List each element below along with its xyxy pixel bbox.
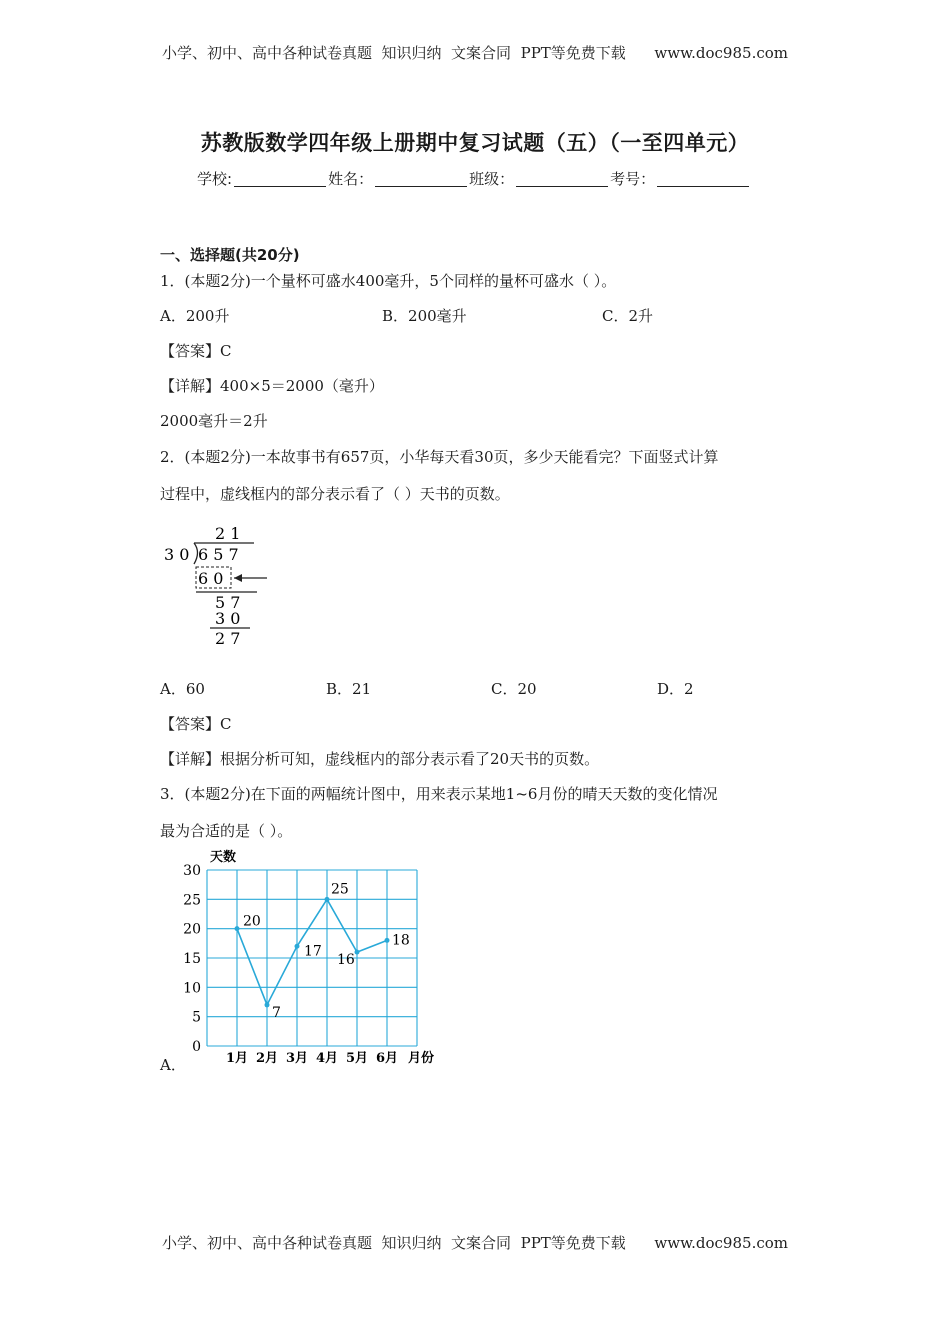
arrow-head-icon [234,574,242,582]
division-divisor: 3 0 [164,545,190,564]
q2-detail: 【详解】根据分析可知，虚线框内的部分表示看了20天书的页数。 [160,750,600,768]
y-tick-label: 10 [183,980,201,997]
x-tick-label: 5月 [345,1051,369,1066]
chart-series [235,881,410,1021]
x-tick-label: 4月 [315,1051,339,1066]
q1-option-a: A．200升 [160,307,230,325]
q1-detail-2: 2000毫升＝2升 [160,412,268,430]
data-point [235,926,240,931]
division-bracket [194,543,198,564]
data-point [355,950,360,955]
q2-stem: 2．(本题2分)一本故事书有657页，小华每天看30页，多少天能看完？下面竖式计算 [160,448,719,466]
name-blank [375,172,467,187]
section-heading: 一、选择题(共20分) [160,246,300,264]
division-step-2: 5 7 [215,593,241,612]
page-footer: 小学、初中、高中各种试卷真题 知识归纳 文案合同 PPT等免费下载 www.doc985.com [161,1234,788,1252]
class-blank [516,172,608,187]
division-dividend: 6 5 7 [198,545,239,564]
division-quotient: 2 1 [215,524,241,543]
y-tick-label: 25 [183,892,201,909]
q3-option-a: A． [160,1056,186,1074]
page-header: 小学、初中、高中各种试卷真题 知识归纳 文案合同 PPT等免费下载 www.doc985.com [161,44,788,62]
school-label: 学校: [197,170,233,188]
y-axis-title: 天数 [210,850,237,865]
q1-answer: 【答案】C [160,342,232,360]
division-remainder: 2 7 [215,629,241,648]
q2-stem-2: 过程中，虚线框内的部分表示看了（ ）天书的页数。 [160,485,510,503]
data-label: 18 [392,932,410,949]
number-blank [657,172,749,187]
data-label: 25 [331,881,349,898]
line-chart [160,845,460,1075]
data-point [325,897,330,902]
data-label: 20 [243,913,261,930]
class-label: 班级： [469,170,515,188]
page-title: 苏教版数学四年级上册期中复习试题（五）（一至四单元） [200,131,750,155]
y-tick-label: 15 [183,951,201,967]
q2-answer: 【答案】C [160,715,232,733]
x-tick-label: 1月 [225,1051,249,1066]
x-tick-label: 3月 [285,1051,309,1066]
name-label: 姓名： [328,170,374,188]
chart-axis-labels [183,863,398,1066]
x-tick-label: 2月 [255,1051,279,1066]
division-step-3: 3 0 [215,609,241,628]
x-tick-label: 6月 [375,1051,399,1066]
data-label: 16 [337,952,355,969]
student-info-line [197,168,751,189]
data-label: 17 [304,943,322,960]
data-point [385,938,390,943]
q3-stem: 3．(本题2分)在下面的两幅统计图中，用来表示某地1~6月份的晴天天数的变化情况 [160,785,718,803]
school-blank [234,172,326,187]
q2-option-a: A．60 [160,680,205,698]
y-tick-label: 0 [192,1039,201,1055]
q2-option-d: D．2 [657,680,694,698]
q1-option-b: B．200毫升 [382,307,467,325]
x-axis-title: 月份 [408,1051,435,1066]
data-point [295,944,300,949]
q2-option-c: C．20 [491,680,537,698]
y-tick-label: 30 [183,863,201,879]
q1-stem: 1．(本题2分)一个量杯可盛水400毫升，5个同样的量杯可盛水（ ）。 [160,272,617,290]
data-label: 7 [272,1004,281,1021]
division-step-1: 6 0 [198,569,224,588]
y-tick-label: 5 [192,1009,201,1026]
q1-detail: 【详解】400×5＝2000（毫升） [160,377,384,395]
number-label: 考号： [610,170,656,188]
q3-stem-2: 最为合适的是（ ）。 [160,822,293,840]
data-point [265,1002,270,1007]
q1-option-c: C．2升 [602,307,654,325]
long-division-figure [160,522,280,650]
y-tick-label: 20 [183,921,201,938]
q2-option-b: B．21 [326,680,372,698]
